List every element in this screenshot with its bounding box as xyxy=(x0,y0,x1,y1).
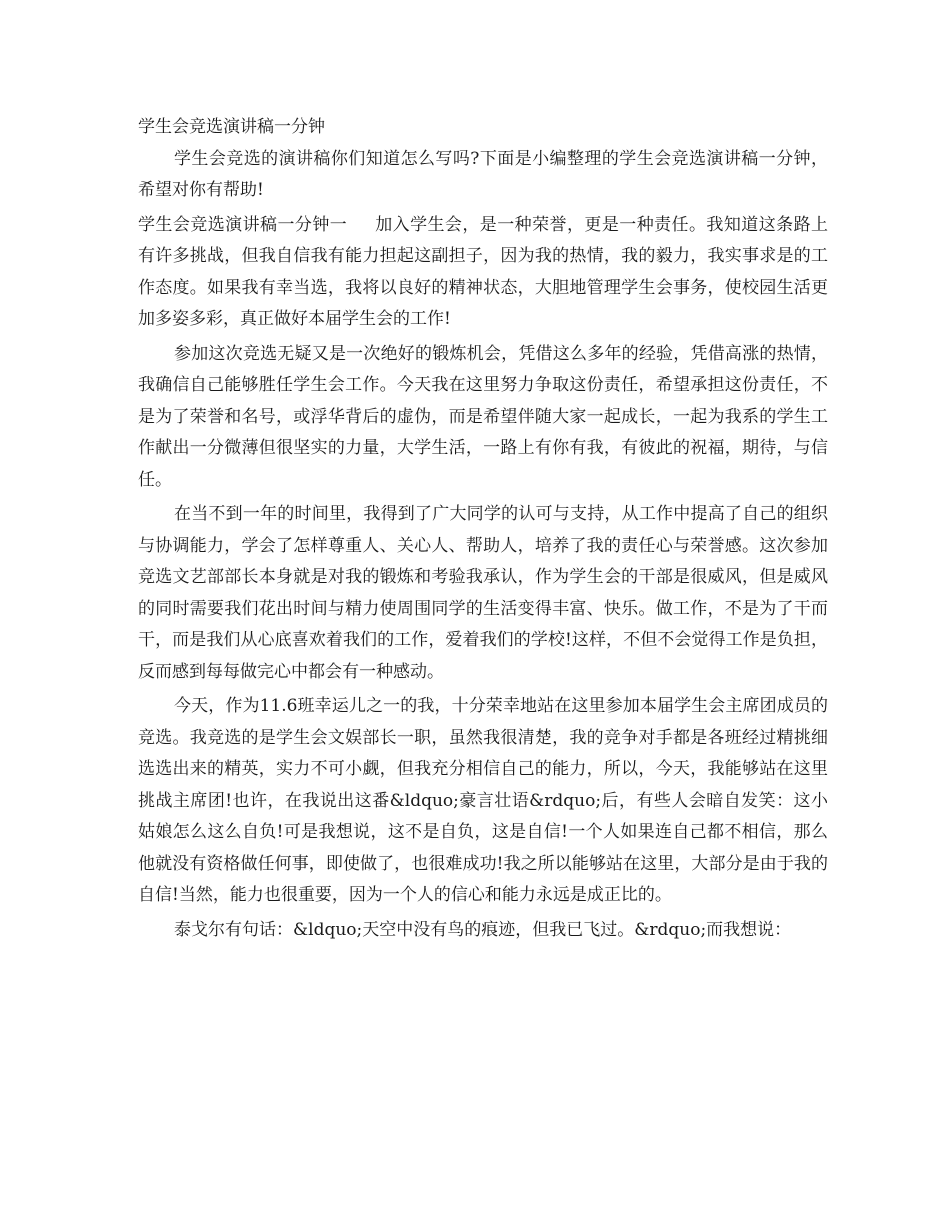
body-paragraph: 泰戈尔有句话：&ldquo;天空中没有鸟的痕迹，但我已飞过。&rdquo;而我想说： xyxy=(174,919,792,940)
intro-paragraph: 学生会竞选的演讲稿你们知道怎么写吗?下面是小编整理的学生会竞选演讲稿一分钟，希望对你有帮助! xyxy=(138,148,828,200)
section-heading: 学生会竞选演讲稿一分钟一 xyxy=(138,214,348,235)
document-title: 学生会竞选演讲稿一分钟 xyxy=(138,117,325,137)
section-one-text: 加入学生会，是一种荣誉，更是一种责任。我知道这条路上有许多挑战，但我自信我有能力担起这副担子，因为我的热情，我的毅力，我实事求是的工作态度。如果我有幸当选，我将以良好的精神状态，大胆地管理学生会事务，使校园生活更加多姿多彩，真正做好本届学生会的工作! xyxy=(138,214,829,329)
document-page xyxy=(138,112,828,946)
body-paragraph: 参加这次竞选无疑又是一次绝好的锻炼机会，凭借这么多年的经验，凭借高涨的热情，我确信自己能够胜任学生会工作。今天我在这里努力争取这份责任，希望承担这份责任，不是为了荣誉和名号，或浮华背后的虚伪，而是希望伴随大家一起成长，一起为我系的学生工作献出一分微薄但很坚实的力量，大学生活，一路上有你有我，有彼此的祝福，期待，与信任。 xyxy=(138,343,828,490)
body-paragraph: 今天，作为11.6班幸运儿之一的我，十分荣幸地站在这里参加本届学生会主席团成员的竞选。我竞选的是学生会文娱部长一职，虽然我很清楚，我的竞争对手都是各班经过精挑细选选出来的精英，实力不可小觑，但我充分相信自己的能力，所以，今天，我能够站在这里挑战主席团!也许，在我说出这番&ldquo;豪言壮语&rdquo;后，有些人会暗自发笑：这小姑娘怎么这么自负!可是我想说，这不是自负，这是自信!一个人如果连自己都不相信，那么他就没有资格做任何事，即使做了，也很难成功!我之所以能够站在这里，大部分是由于我的自信!当然，能力也很重要，因为一个人的信心和能力永远是成正比的。 xyxy=(138,696,828,905)
body-paragraph: 在当不到一年的时间里，我得到了广大同学的认可与支持，从工作中提高了自己的组织与协调能力，学会了怎样尊重人、关心人、帮助人，培养了我的责任心与荣誉感。这次参加竞选文艺部部长本身就是对我的锻炼和考验我承认，作为学生会的干部是很威风，但是威风的同时需要我们花出时间与精力使周围同学的生活变得丰富、快乐。做工作，不是为了干而干，而是我们从心底喜欢着我们的工作，爱着我们的学校!这样，不但不会觉得工作是负担，反而感到每每做完心中都会有一种感动。 xyxy=(138,504,828,682)
section-one-paragraph xyxy=(138,210,828,336)
